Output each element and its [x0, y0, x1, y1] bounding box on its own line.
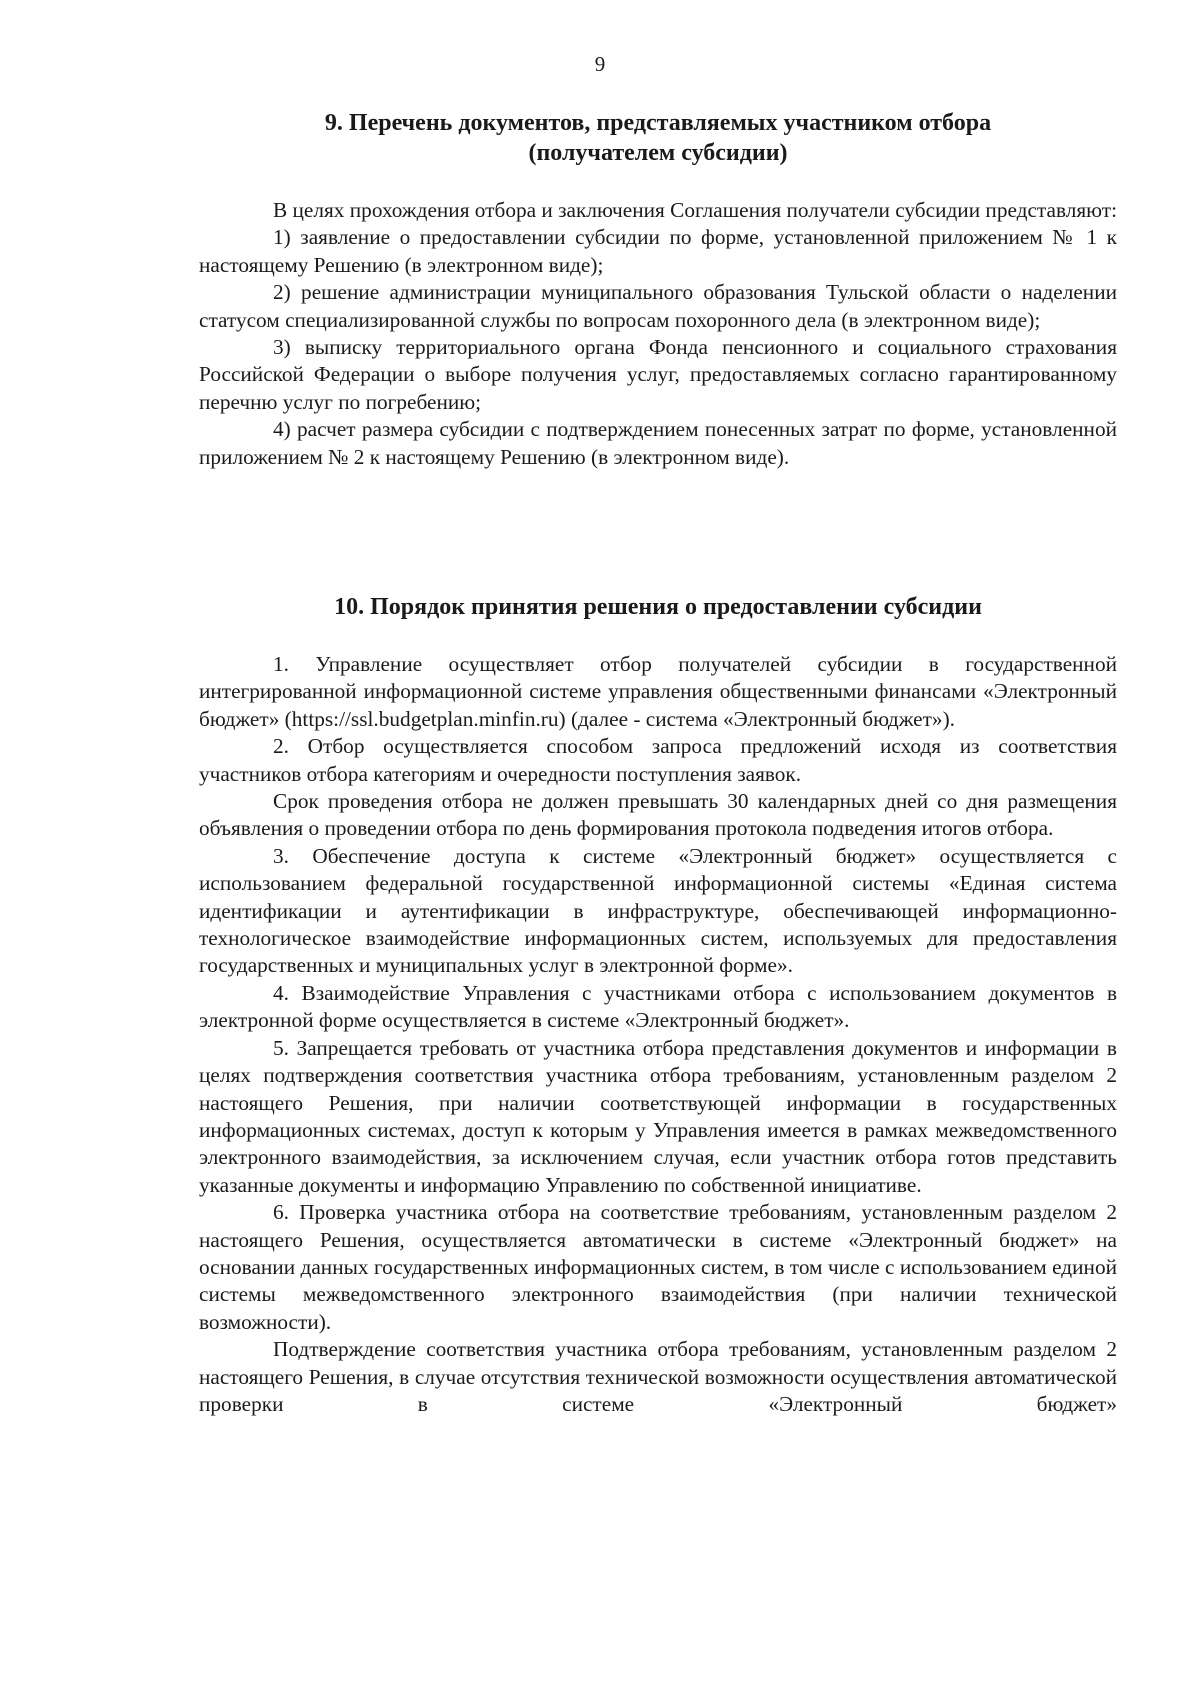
section-10-item-2: 2. Отбор осуществляется способом запроса предложений исходя из соответствия участников отбора категориям и очередности поступления заявок. [199, 734, 1117, 786]
section-10-item-5: 5. Запрещается требовать от участника отбора представления документов и информации в целях подтверждения соответствия участника отбора требованиям, установленным разделом 2 настоящего Решения, при наличии соответствующей информации в государственных информационных системах, доступ к которым у Управления имеется в рамках межведомственного электронного взаимодействия, за исключением случая, если участник отбора готов представить указанные документы и информацию Управлению по собственной инициативе. [199, 1035, 1117, 1197]
section-10-item-3: 3. Обеспечение доступа к системе «Электронный бюджет» осуществляется с использованием федеральной государственной информационной системы «Единая система идентификации и аутентификации в инфраструктуре, обеспечивающей информационно-технологическое взаимодействие информационных систем, используемых для предоставления государственных и муниципальных услуг в электронной форме». [199, 843, 1117, 978]
section-9-item-4: 4) расчет размера субсидии с подтверждением понесенных затрат по форме, установленной приложением № 2 к настоящему Решению (в электронном виде). [199, 417, 1117, 469]
section-9-item-2: 2) решение администрации муниципального образования Тульской области о наделении статусом специализированной службы по вопросам похоронного дела (в электронном виде); [199, 280, 1117, 332]
section-9-heading [199, 108, 1117, 168]
section-10-item-6: 6. Проверка участника отбора на соответствие требованиям, установленным разделом 2 настоящего Решения, осуществляется автоматически в системе «Электронный бюджет» на основании данных государственных информационных систем, в том числе с использованием единой системы межведомственного электронного взаимодействия (при наличии технической возможности). [199, 1200, 1117, 1334]
page-number: 9 [594, 52, 606, 76]
section-9-intro-paragraph: В целях прохождения отбора и заключения Соглашения получатели субсидии представляют: [273, 198, 1118, 222]
section-10-item-6-confirmation: Подтверждение соответствия участника отбора требованиям, установленным разделом 2 настоящего Решения, в случае отсутствия технической возможности осуществления автоматической проверки в системе «Электронный бюджет» [199, 1337, 1117, 1416]
section-9-title-line-2: (получателем субсидии) [528, 140, 788, 166]
section-9-title-line-1: 9. Перечень документов, представляемых участником отбора [324, 110, 992, 136]
section-9-item-3: 3) выписку территориального органа Фонда пенсионного и социального страхования Российской Федерации о выборе получения услуг, предоставляемых согласно гарантированному перечню услуг по погребению; [199, 335, 1117, 414]
section-10-body [199, 651, 1117, 1418]
section-10-item-4: 4. Взаимодействие Управления с участниками отбора с использованием документов в электронной форме осуществляется в системе «Электронный бюджет». [199, 980, 1117, 1033]
section-10-item-2-term: Срок проведения отбора не должен превышать 30 календарных дней со дня размещения объявления о проведении отбора по день формирования протокола подведения итогов отбора. [199, 789, 1117, 841]
section-9-body [199, 197, 1117, 471]
section-10-heading [199, 592, 1117, 622]
section-10-item-1: 1. Управление осуществляет отбор получателей субсидии в государственной интегрированной информационной системе управления общественными финансами «Электронный бюджет» (https://ssl.budgetplan.minfin.ru) (далее - система «Электронный бюджет»). [199, 652, 1117, 731]
section-10-title: 10. Порядок принятия решения о предоставлении субсидии [334, 594, 982, 620]
section-9-item-1: 1) заявление о предоставлении субсидии по форме, установленной приложением № 1 к настоящему Решению (в электронном виде); [199, 225, 1117, 277]
